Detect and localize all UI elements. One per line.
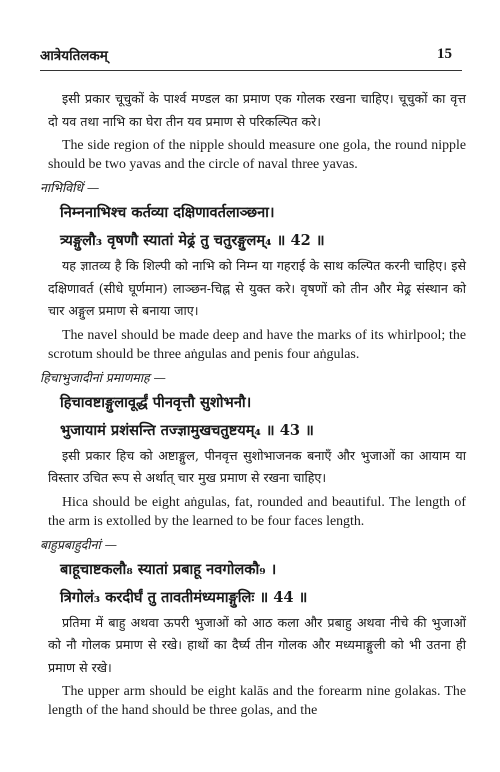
sanskrit-verse-line: त्रिगोलं₃ करदीर्घं तु तावतीमंध्यमाङ्गुलिः ॥ 44 ॥	[60, 588, 308, 606]
english-paragraph: The upper arm should be eight kalās and the forearm nine golakas. The length of the hand should be three golas, and the	[48, 684, 466, 718]
hindi-paragraph: इसी प्रकार चूचुकों के पार्श्व मण्डल का प्रमाण एक गोलक रखना चाहिए। चूचुकों का वृत्त दो यव तथा नाभि का घेरा तीन यव प्रमाण से परिकल्पित करे।	[48, 91, 466, 129]
header-rule	[40, 70, 462, 71]
english-paragraph: Hica should be eight aṅgulas, fat, rounded and beautiful. The length of the arm is extolled by the learned to be four faces length.	[48, 494, 466, 529]
hindi-paragraph: प्रतिमा में बाहु अथवा ऊपरी भुजाओं को आठ कला और प्रबाहु अथवा नीचे की भुजाओं को नौ गोलक प्रमाण से रखे। हाथों का दैर्घ्य तीन गोलक और मध्यमाङ्गुली को भी उतना ही प्रमाण से रखे।	[48, 614, 466, 675]
english-paragraph: The navel should be made deep and have the marks of its whirlpool; the scrotum should be three aṅgulas and penis four aṅgulas.	[48, 327, 466, 362]
page-body	[40, 88, 466, 720]
running-header	[40, 46, 460, 64]
header-title: आत्रेयतिलकम्	[40, 48, 108, 64]
hindi-paragraph: इसी प्रकार हिच को अष्टाङ्गुल, पीनवृत्त सुशोभाजनक बनाएँ और भुजाओं का आयाम या विस्तार उचित रूप से अर्थात् चार मुख प्रमाण से रखना चाहिए।	[48, 447, 466, 485]
sanskrit-verse-line: बाहूचाष्टकलौ₈ स्यातां प्रबाहू नवगोलकौ₉ ।	[60, 560, 277, 578]
sanskrit-verse-line: हिचावष्टाङ्गुलावूर्द्धं पीनवृत्तौ सुशोभनौ।	[60, 393, 252, 411]
page-number: 15	[437, 46, 452, 62]
section-heading: हिचाभुजादीनां प्रमाणमाह —	[40, 369, 166, 385]
sanskrit-verse-line: भुजायामं प्रशंसन्ति तज्ज्ञामुखचतुष्टयम्₄ ॥ 43 ॥	[60, 421, 314, 439]
section-heading: नाभिविधिं —	[40, 180, 100, 195]
sanskrit-verse-line: त्र्यङ्गुलौ₃ वृषणौ स्यातां मेढ्रं तु चतुरङ्गुलम्₄ ॥ 42 ॥	[60, 232, 325, 249]
hindi-paragraph: यह ज्ञातव्य है कि शिल्पी को नाभि को निम्न या गहराई के साथ कल्पित करनी चाहिए। इसे दक्षिणावर्त (सीधे घूर्णमान) लाञ्छन-चिह्न से युक्त करे। वृषणों को तीन और मेढ्र संस्थान को चार अङ्गुल प्रमाण से बनाया जाए।	[48, 258, 466, 318]
section-heading: बाहुप्रबाहुदीनां —	[40, 536, 117, 552]
english-paragraph: The side region of the nipple should measure one gola, the round nipple should be two yavas and the circle of naval three yavas.	[48, 138, 466, 172]
sanskrit-verse-line: निम्ननाभिश्च कर्तव्या दक्षिणावर्तलाञ्छना।	[60, 204, 275, 221]
